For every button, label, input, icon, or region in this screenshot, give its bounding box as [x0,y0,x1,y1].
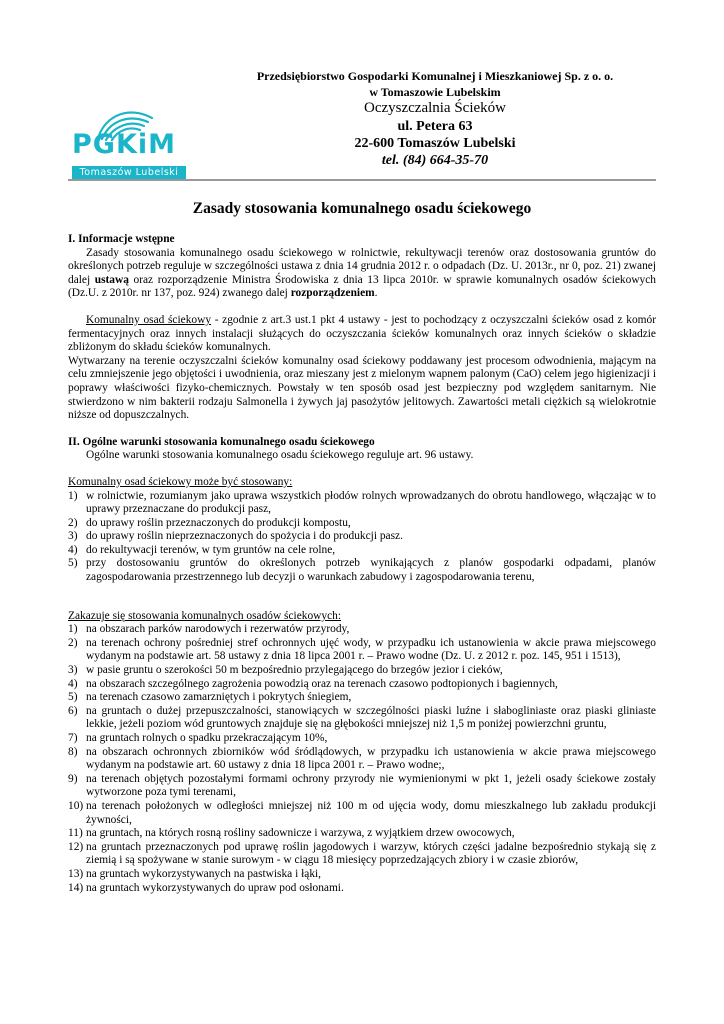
p1-term-rozporzadzenie: rozporządzeniem [290,287,375,300]
list-item: 5) przy dostosowaniu gruntów do określonych potrzeb wynikających z planów gospodarki odpadami, planów zagospodarowania przestrzennego lub decyzji o warunkach zabudowy i zagospodarowania terenu, [68,557,656,584]
logo-subtitle: Tomaszów Lubelski [72,166,186,179]
logo-name: PGKiM [72,129,176,160]
list-item: 3) do uprawy roślin nieprzeznaczonych do spożycia i do produkcji pasz. [68,530,403,543]
list-item: 9) na terenach objętych pozostałymi formami ochrony przyrody nie wymienionymi w pkt 1, jeżeli osady ściekowe zostały wytworzone poza tymi terenami, [68,772,656,799]
p1-text-e: . [374,287,378,300]
company-unit: Oczyszczalnia Ścieków [363,100,507,116]
company-logo [68,108,192,188]
p1-text-a: Zasady stosowania komunalnego osadu ściekowego w rolnictwie, rekultywacji terenów oraz dostosowania gruntów do określonych potrzeb reguluje w szczególności ustawa z dnia 14 grudnia 2012 r. o odpadach (Dz. U. 2013r., nr 0, poz. 21) zwanej dalej [68,246,656,286]
list-item: 5) na terenach czasowo zamarzniętych i pokrytych śniegiem, [68,691,352,704]
p1-term-ustawa: ustawą [94,273,129,286]
header-divider [68,179,656,181]
allowed-heading: Komunalny osad ściekowy może być stosowany: [68,475,293,488]
list-item: 4) do rekultywacji terenów, w tym gruntów na cele rolne, [68,543,336,556]
section1-paragraph1 [68,247,656,301]
list-item: 4) na obszarach szczególnego zagrożenia powodzią oraz na terenach czasowo podtopionych i bagiennych, [68,677,558,690]
list-item: 2) na terenach ochrony pośredniej stref ochronnych ujęć wody, w przypadku ich ustanowienia w akcie prawa miejscowego wydanym na podstawie art. 58 ustawy z dnia 18 lipca 2001 r. – Prawo wodne (Dz. U. z 2012 r. poz. 145, 951 i 1513), [68,636,656,663]
list-item: 13) na gruntach wykorzystywanych na pastwiska i łąki, [68,867,322,880]
list-item: 12) na gruntach przeznaczonych pod uprawę roślin jagodowych i warzyw, których części jadalne bezpośrednio stykają się z ziemią i są spożywane w stanie surowym - w ciągu 18 miesięcy poprzedzających zbiory i w czasie zbiorów, [68,840,656,867]
list-item: 7) na gruntach rolnych o spadku przekraczającym 10%, [68,732,328,744]
section2-heading: II. Ogólne warunki stosowania komunalnego osadu ściekowego [68,435,375,448]
company-town: w Tomaszowie Lubelskim [369,85,501,99]
list-item: 1) w rolnictwie, rozumianym jako uprawa wszystkich płodów rolnych wprowadzanych do obrotu handlowego, włączając w to uprawy przeznaczane do produkcji pasz, [68,489,656,516]
list-item: 14) na gruntach wykorzystywanych do upraw pod osłonami. [68,881,344,894]
p1-text-c: oraz rozporządzenie Ministra Środowiska z dnia 13 lipca 2010r. w sprawie komunalnych osadów ściekowych (Dz.U. z 2010r. nr 137, poz. 924) zwanego dalej [68,273,656,300]
p2-text: - zgodnie z art.3 ust.1 pkt 4 ustawy - jest to pochodzący z oczyszczalni ścieków osad z komór fermentacyjnych oraz innych instalacji służących do oczyszczania ścieków komunalnych oraz innych ścieków o składzie zbliżonym do składu ścieków komunalnych. [68,313,656,354]
company-city: 22-600 Tomaszów Lubelski [354,136,516,151]
company-phone: tel. (84) 664-35-70 [381,153,489,168]
list-item: 6) na gruntach o dużej przepuszczalności, stanowiących w szczególności piaski luźne i słabogliniaste oraz piaski gliniaste lekkie, jeżeli poziom wód gruntowych znajduje się na głębokości mniejszej niż 1,5 m poniżej powierzchni gruntu, [68,704,656,731]
list-item: 11) na gruntach, na których rosną rośliny sadownicze i warzywa, z wyjątkiem drzew owocowych, [68,827,515,840]
list-item: 10) na terenach położonych w odległości mniejszej niż 100 m od ujęcia wody, domu mieszkalnego lub zakładu produkcji żywności, [68,799,656,826]
company-street: ul. Petera 63 [397,119,473,134]
list-item: 8) na obszarach ochronnych zbiorników wód śródlądowych, w przypadku ich ustanowienia w akcie prawa miejscowego wydanym na podstawie art. 60 ustawy z dnia 18 lipca 2001 r. – Prawo wodne;, [68,745,656,772]
forbidden-heading: Zakazuje się stosowania komunalnych osadów ściekowych: [68,609,341,622]
page-title: Zasady stosowania komunalnego osadu ściekowego [192,200,532,217]
forbidden-list [68,623,656,895]
section1-paragraph2 [68,314,656,355]
list-item: 2) do uprawy roślin przeznaczonych do produkcji kompostu, [68,516,351,529]
term-komunalny-osad: Komunalny osad ściekowy [86,313,212,326]
document-body [68,233,656,895]
company-name: Przedsiębiorstwo Gospodarki Komunalnej i Mieszkaniowej Sp. z o. o. [256,69,614,83]
section2-intro: Ogólne warunki stosowania komunalnego osadu ściekowego reguluje art. 96 ustawy. [86,449,474,462]
section1-paragraph3: Wytwarzany na terenie oczyszczalni ścieków komunalny osad ściekowy poddawany jest procesom odwodnienia, mającym na celu zmniejszenie jego objętości i uwodnienia, oraz mieszany jest z mielonym wapnem palonym (CaO) celem jego higienizacji i poprawy właściwości fizyko-chemicznych. Powstały w ten sposób osad jest bezpieczny pod względem sanitarnym. Nie stwierdzono w nim bakterii rodzaju Salmonella i żywych jaj pasożytów jelitowych. Zawartości metali ciężkich są wielokrotnie niższe od dopuszczalnych. [68,354,656,422]
list-item: 1) na obszarach parków narodowych i rezerwatów przyrody, [68,623,350,636]
section1-heading: I. Informacje wstępne [68,233,175,245]
list-item: 3) w pasie gruntu o szerokości 50 m bezpośrednio przylegającego do brzegów jezior i cieków, [68,664,503,677]
allowed-list [68,490,656,585]
